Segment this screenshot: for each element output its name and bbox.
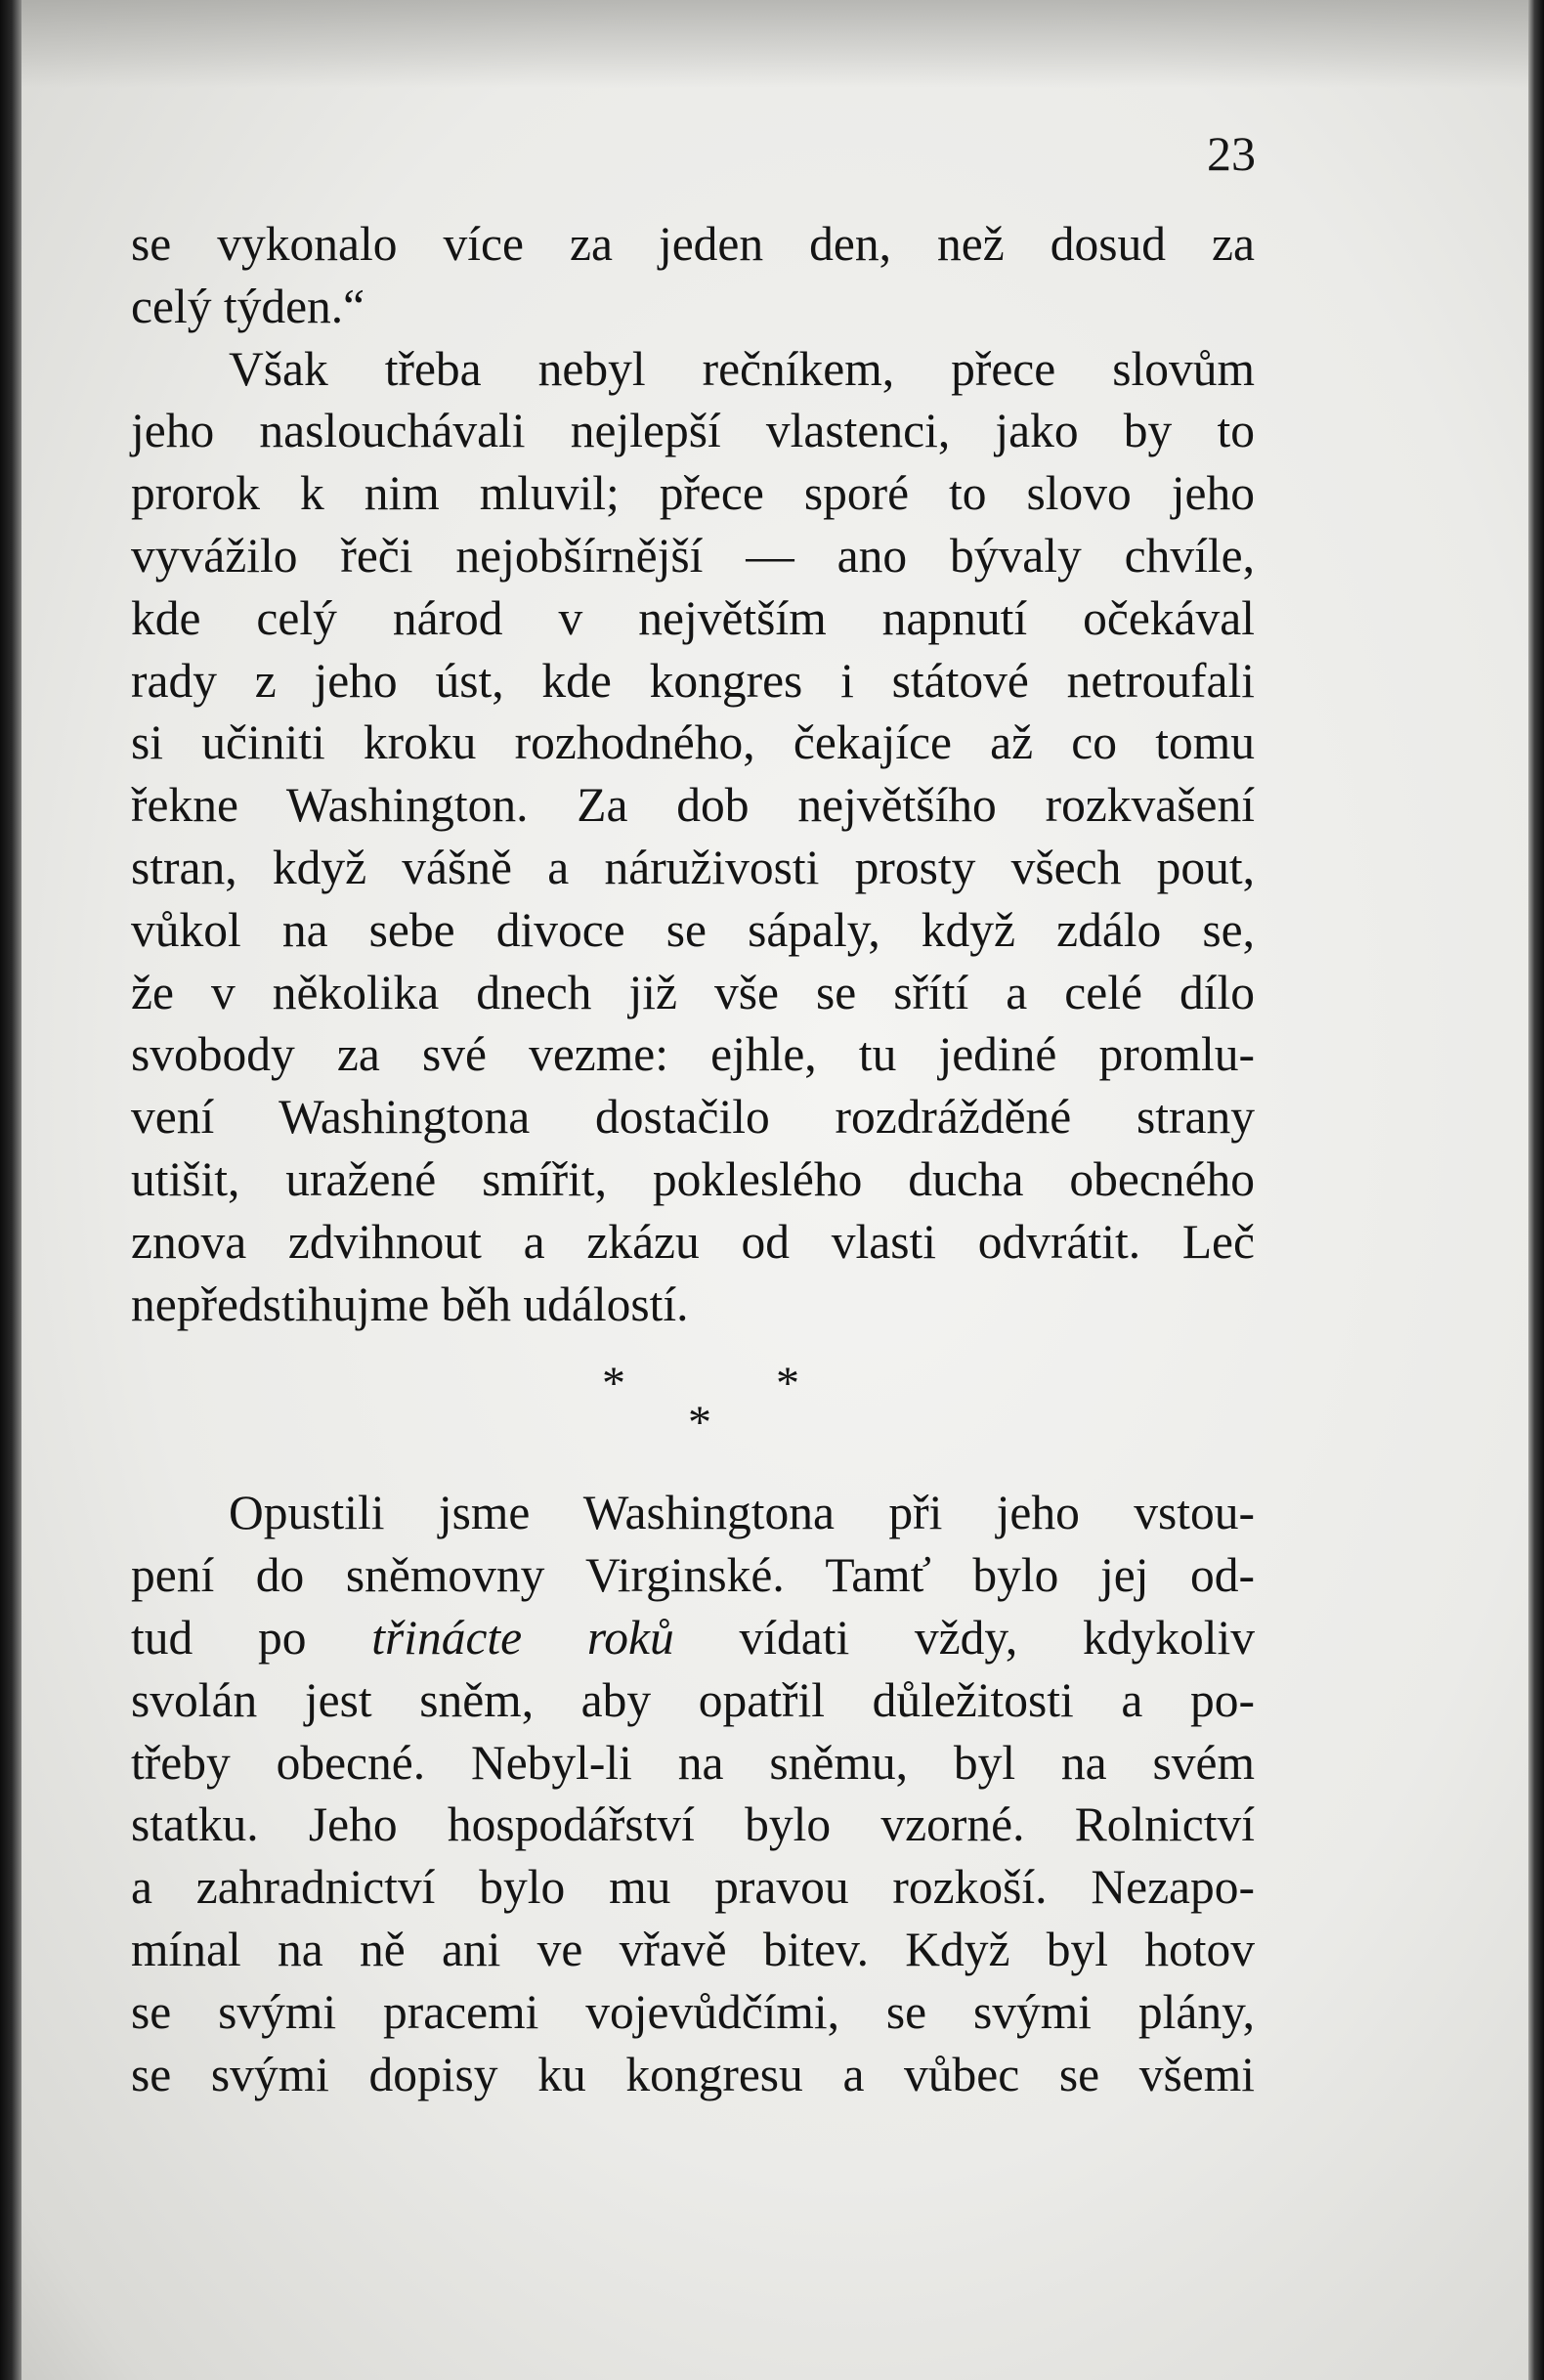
text-line: svolán jest sněm, aby opatřil důležitosti a po- <box>131 1672 1255 1727</box>
text-fragment: vídati vždy, kdykoliv <box>739 1610 1256 1665</box>
text-line: si učiniti kroku rozhodného, čekajíce až co tomu <box>131 715 1255 770</box>
text-line: mínal na ně ani ve vřavě bitev. Když byl hotov <box>131 1922 1255 1976</box>
emphasized-text: třinácte roků <box>371 1610 674 1665</box>
text-line: se vykonalo více za jeden den, než dosud za <box>131 217 1255 271</box>
text-line: se svými pracemi vojevůdčími, se svými plány, <box>131 1984 1255 2039</box>
page-number: 23 <box>1207 126 1256 181</box>
text-line: utišit, uražené smířit, pokleslého ducha obecného <box>131 1151 1255 1206</box>
text-line: pení do sněmovny Virginské. Tamť bylo jej od- <box>131 1548 1255 1603</box>
text-line-with-emphasis <box>131 1607 1255 1669</box>
text-line: třeby obecné. Nebyl-li na sněmu, byl na svém <box>131 1735 1255 1790</box>
text-line: kde celý národ v největším napnutí očekával <box>131 590 1255 645</box>
text-line: Opustili jsme Washingtona při jeho vstou- <box>229 1486 1255 1540</box>
asterisk: * <box>602 1358 625 1410</box>
text-line: vůkol na sebe divoce se sápaly, když zdálo se, <box>131 902 1255 957</box>
text-line: prorok k nim mluvil; přece sporé to slovo jeho <box>131 466 1255 521</box>
body-text <box>131 213 1255 2105</box>
text-line: nepředstihujme běh událostí. <box>131 1277 689 1331</box>
text-line: Však třeba nebyl rečníkem, přece slovům <box>229 341 1255 396</box>
right-scan-edge <box>1528 0 1544 2380</box>
text-line: stran, když vášně a náruživosti prosty všech pout, <box>131 840 1255 894</box>
left-scan-edge <box>0 0 21 2380</box>
text-line: řekne Washington. Za dob největšího rozkvašení <box>131 778 1255 833</box>
text-line: se svými dopisy ku kongresu a vůbec se všemi <box>131 2047 1255 2101</box>
text-line: statku. Jeho hospodářství bylo vzorné. Rolnictví <box>131 1797 1255 1852</box>
text-line: jeho naslouchávali nejlepší vlastenci, jako by to <box>131 404 1255 458</box>
section-separator <box>131 1335 1255 1482</box>
text-line: svobody za své vezme: ejhle, tu jediné promlu- <box>131 1027 1255 1082</box>
text-line: a zahradnictví bylo mu pravou rozkoší. Nezapo- <box>131 1860 1255 1915</box>
text-line: znova zdvihnout a zkázu od vlasti odvrátit. Leč <box>131 1214 1255 1269</box>
text-line: rady z jeho úst, kde kongres i státové netroufali <box>131 653 1255 708</box>
scan-shadow <box>0 0 1544 88</box>
text-line: že v několika dnech již vše se sřítí a celé dílo <box>131 965 1255 1019</box>
asterisk: * <box>688 1397 711 1450</box>
text-fragment: tud po <box>131 1610 307 1665</box>
text-line: vyvážilo řeči nejobšírnější — ano bývaly chvíle, <box>131 528 1255 583</box>
text-line: celý týden.“ <box>131 279 365 333</box>
asterisk: * <box>776 1358 799 1410</box>
text-line: vení Washingtona dostačilo rozdrážděné strany <box>131 1090 1255 1145</box>
